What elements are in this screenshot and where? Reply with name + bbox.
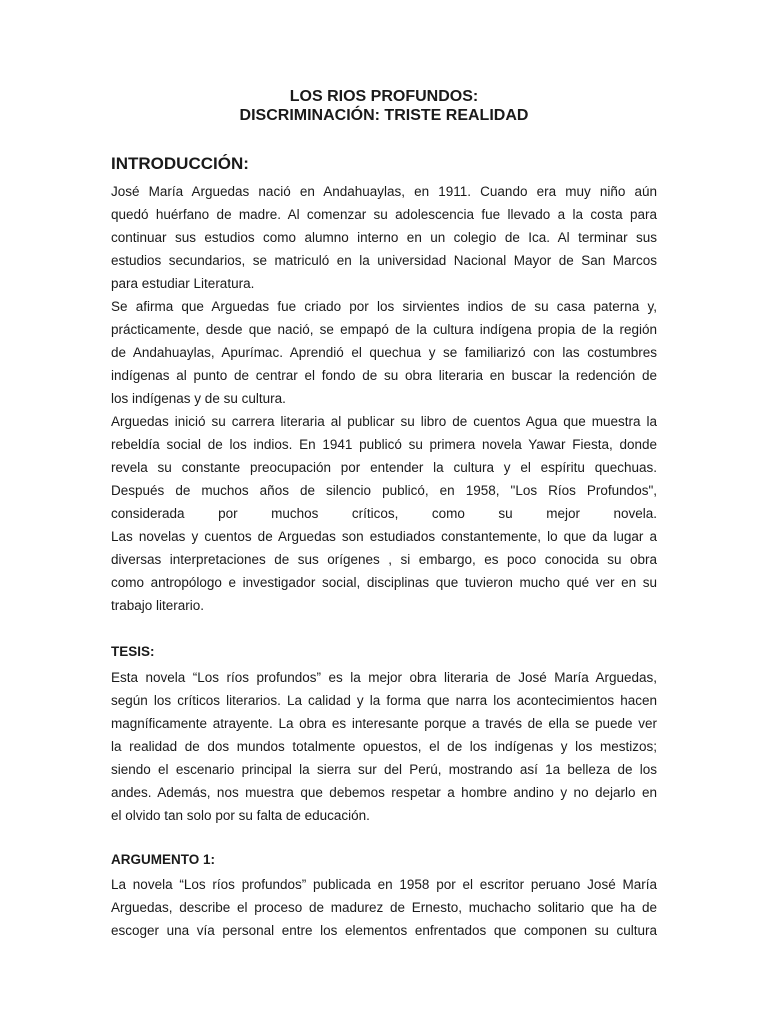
text-line: indígenas al punto de centrar el fondo de su obra literaria en buscar la redención de — [111, 368, 657, 383]
text-line: el olvido tan solo por su falta de educación. — [111, 808, 370, 823]
text-line: Después de muchos años de silencio publicó, en 1958, "Los Ríos Profundos", — [111, 483, 657, 498]
document-title-line-1: LOS RIOS PROFUNDOS: — [289, 88, 479, 105]
text-line: diversas interpretaciones de sus orígenes , si embargo, es poco conocida su obra — [111, 552, 657, 567]
intro-text — [111, 180, 657, 617]
tesis-heading: TESIS: — [111, 644, 155, 659]
text-line: Esta novela “Los ríos profundos” es la mejor obra literaria de José María Arguedas, — [111, 670, 657, 685]
text-line: siendo el escenario principal la sierra sur del Perú, mostrando así 1a belleza de los — [111, 762, 657, 777]
text-line: José María Arguedas nació en Andahuaylas, en 1911. Cuando era muy niño aún — [111, 184, 657, 199]
text-line: trabajo literario. — [111, 598, 205, 613]
text-line: La novela “Los ríos profundos” publicada en 1958 por el escritor peruano José María — [111, 877, 657, 892]
text-line: rebeldía social de los indios. En 1941 publicó su primera novela Yawar Fiesta, donde — [111, 437, 657, 452]
text-line: la realidad de dos mundos totalmente opuestos, el de los indígenas y los mestizos; — [111, 739, 657, 754]
text-line: Las novelas y cuentos de Arguedas son estudiados constantemente, lo que da lugar a — [111, 529, 657, 544]
text-line: Se afirma que Arguedas fue criado por los sirvientes indios de su casa paterna y, — [111, 299, 657, 314]
argumento-1-text — [111, 873, 657, 942]
text-line: Arguedas, describe el proceso de madurez de Ernesto, muchacho solitario que ha de — [111, 900, 657, 915]
text-line: quedó huérfano de madre. Al comenzar su adolescencia fue llevado a la costa para — [111, 207, 657, 222]
text-line: estudios secundarios, se matriculó en la universidad Nacional Mayor de San Marcos — [111, 253, 657, 268]
text-line: para estudiar Literatura. — [111, 276, 255, 291]
text-line: como antropólogo e investigador social, disciplinas que tuvieron mucho qué ver en su — [111, 575, 657, 590]
intro-heading: INTRODUCCIÓN: — [111, 154, 249, 173]
text-line: según los críticos literarios. La calidad y la forma que narra los acontecimientos hacen — [111, 693, 657, 708]
text-line: andes. Además, nos muestra que debemos respetar a hombre andino y no dejarlo en — [111, 785, 657, 800]
text-line: escoger una vía personal entre los elementos enfrentados que componen su cultura — [111, 923, 657, 938]
text-line: magníficamente atrayente. La obra es interesante porque a través de ella se puede ver — [111, 716, 657, 731]
tesis-text — [111, 666, 657, 827]
text-line: los indígenas y de su cultura. — [111, 391, 286, 406]
text-line: Arguedas inició su carrera literaria al publicar su libro de cuentos Agua que muestra la — [111, 414, 657, 429]
text-line: de Andahuaylas, Apurímac. Aprendió el quechua y se familiarizó con las costumbres — [111, 345, 657, 360]
text-line: prácticamente, desde que nació, se empapó de la cultura indígena propia de la región — [111, 322, 657, 337]
text-line: continuar sus estudios como alumno interno en un colegio de Ica. Al terminar sus — [111, 230, 657, 245]
text-line: considerada por muchos críticos, como su mejor novela. — [111, 506, 657, 521]
argumento-1-heading: ARGUMENTO 1: — [111, 852, 216, 867]
document-title-line-2: DISCRIMINACIÓN: TRISTE REALIDAD — [239, 107, 529, 124]
text-line: revela su constante preocupación por entender la cultura y el espíritu quechuas. — [111, 460, 657, 475]
